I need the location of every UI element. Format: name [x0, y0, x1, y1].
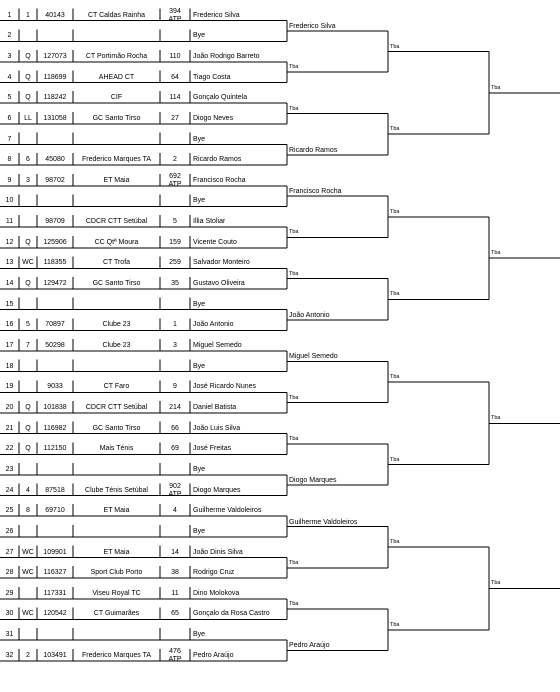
license-number: 9033 [47, 383, 63, 391]
ranking: 214 [169, 403, 181, 411]
ranking: 394 ATP [168, 7, 182, 23]
draw-position: 17 [5, 342, 14, 349]
draw-position: 5 [7, 94, 12, 102]
player-name: Gonçalo Quintela [193, 94, 248, 102]
round2-slot: Pedro Araújo [289, 642, 330, 650]
player-name: João Luis Silva [193, 424, 241, 432]
draw-position: 12 [5, 238, 14, 246]
ranking: 66 [171, 424, 179, 432]
seed-badge: Q [25, 52, 31, 60]
player-name: Gustavo Oliveira [193, 280, 245, 288]
player-name: Francisco Rocha [193, 176, 246, 184]
ranking: 2 [173, 156, 177, 164]
club-name: CT Caldas Rainha [87, 11, 146, 19]
club-name: Frederico Marques TA [82, 156, 151, 164]
ranking: 4 [173, 507, 177, 515]
player-name: Bye [193, 631, 206, 639]
round3-slot: Tba [390, 621, 400, 628]
license-number: 131058 [43, 114, 67, 122]
ranking: 27 [171, 114, 179, 122]
seed-badge: Q [25, 94, 31, 102]
ranking: 11 [171, 589, 179, 597]
seed-badge: Q [25, 403, 31, 411]
license-number: 120542 [43, 610, 67, 618]
club-name: ET Maia [103, 548, 130, 556]
draw-position: 24 [5, 486, 14, 494]
draw-position: 21 [5, 424, 14, 432]
license-number: 40143 [45, 11, 65, 19]
club-name: CT Portimão Rocha [85, 52, 148, 60]
seed-badge: Q [25, 445, 31, 453]
player-name: Bye [193, 135, 206, 143]
round2-slot: Diogo Marques [289, 477, 337, 485]
round2-slot: Tba [289, 64, 299, 71]
draw-position: 27 [5, 548, 14, 556]
draw-position: 15 [5, 300, 14, 308]
ranking: 69 [171, 445, 179, 453]
seed-badge: 1 [26, 11, 30, 19]
draw-position: 19 [5, 383, 14, 391]
club-name: CT Guimarães [93, 610, 140, 618]
player-name: Bye [193, 300, 206, 308]
club-name: Clube 23 [102, 321, 131, 329]
round4-slot: Tba [491, 415, 501, 422]
player-name: Dino Molokova [193, 589, 240, 597]
draw-position: 18 [5, 362, 14, 370]
draw-position: 20 [5, 403, 14, 411]
club-name: Sport Club Porto [90, 569, 143, 577]
ranking: 692 ATP [168, 172, 182, 188]
round2-slot: Tba [289, 229, 299, 236]
draw-position: 9 [7, 176, 12, 184]
round2-slot: Francisco Rocha [289, 188, 342, 196]
ranking: 14 [171, 548, 179, 556]
round2-slot: João Antonio [289, 312, 330, 320]
player-name: Salvador Monteiro [193, 259, 250, 267]
license-number: 117331 [43, 589, 67, 597]
ranking: 902 ATP [168, 482, 182, 498]
ranking: 1 [173, 321, 177, 329]
round3-slot: Tba [390, 208, 400, 215]
ranking: 5 [173, 218, 177, 226]
draw-position: 7 [7, 135, 12, 143]
club-name: ET Maia [103, 507, 130, 515]
license-number: 116982 [43, 424, 67, 432]
seed-badge: 6 [26, 156, 30, 164]
license-number: 69710 [45, 507, 65, 515]
draw-position: 3 [7, 52, 12, 60]
draw-position: 31 [5, 631, 14, 639]
club-name: GC Santo Tirso [92, 424, 141, 432]
player-name: Bye [193, 32, 206, 40]
draw-position: 30 [5, 610, 14, 618]
ranking: 65 [171, 610, 179, 618]
player-name: José Freitas [193, 445, 232, 453]
player-name: Pedro Araújo [193, 651, 234, 659]
club-name: ET Maia [103, 176, 130, 184]
club-name: GC Santo Tirso [92, 114, 141, 122]
ranking: 64 [171, 73, 179, 81]
draw-position: 14 [5, 280, 14, 288]
ranking: 110 [169, 52, 181, 60]
license-number: 109901 [43, 548, 67, 556]
license-number: 129472 [43, 280, 67, 288]
draw-position: 1 [7, 11, 12, 19]
round2-slot: Tba [289, 105, 299, 112]
round4-slot: Tba [491, 250, 501, 257]
round3-slot: Tba [390, 43, 400, 50]
club-name: CIF [110, 94, 123, 102]
seed-badge: WC [22, 259, 34, 267]
club-name: CT Trofa [102, 259, 131, 267]
license-number: 98702 [45, 176, 65, 184]
draw-position: 26 [5, 527, 14, 535]
player-name: João Rodrigo Barreto [193, 52, 260, 60]
round2-slot: Miguel Semedo [289, 353, 338, 361]
draw-position: 16 [5, 321, 14, 329]
player-name: Daniel Batista [193, 403, 237, 411]
club-name: AHEAD CT [98, 73, 135, 81]
club-name: CDCR CTT Setúbal [85, 403, 148, 411]
player-name: Rodrigo Cruz [193, 569, 235, 577]
player-name: Bye [193, 362, 206, 370]
player-name: Gonçalo da Rosa Castro [193, 610, 270, 618]
ranking: 38 [171, 569, 179, 577]
club-name: Viseu Royal TC [92, 589, 141, 597]
player-name: Bye [193, 465, 206, 473]
draw-position: 23 [5, 465, 14, 473]
club-name: CC Qtª Moura [94, 238, 139, 246]
license-number: 116327 [43, 569, 67, 577]
player-name: Bye [193, 527, 206, 535]
seed-badge: 3 [26, 176, 30, 184]
round2-slot: Frederico Silva [289, 22, 336, 30]
player-name: Diogo Marques [193, 486, 241, 494]
license-number: 127073 [43, 52, 67, 60]
player-name: Vicente Couto [193, 238, 237, 246]
ranking: 259 [169, 259, 181, 267]
club-name: GC Santo Tirso [92, 280, 141, 288]
player-name: Ricardo Ramos [193, 156, 242, 164]
draw-position: 6 [7, 114, 12, 122]
ranking: 159 [169, 238, 181, 246]
license-number: 103491 [43, 651, 67, 659]
round2-slot: Tba [289, 601, 299, 608]
license-number: 87518 [45, 486, 65, 494]
player-name: Diogo Neves [193, 114, 234, 122]
round2-slot: Guilherme Valdoleiros [289, 518, 358, 526]
seed-badge: 2 [26, 651, 30, 659]
ranking: 476 ATP [168, 647, 182, 663]
club-name: CDCR CTT Setúbal [85, 218, 148, 226]
license-number: 112150 [43, 445, 67, 453]
license-number: 45080 [45, 156, 65, 164]
club-name: Frederico Marques TA [82, 651, 151, 659]
round3-slot: Tba [390, 291, 400, 298]
ranking: 3 [173, 342, 177, 349]
round4-slot: Tba [491, 580, 501, 587]
club-name: Clube 23 [102, 342, 131, 349]
seed-badge: Q [25, 238, 31, 246]
player-name: Illia Stoliar [193, 218, 226, 226]
seed-badge: 5 [26, 321, 30, 329]
draw-position: 22 [5, 445, 14, 453]
draw-position: 4 [7, 73, 12, 81]
draw-position: 29 [5, 589, 14, 597]
ranking: 114 [169, 94, 181, 102]
draw-position: 8 [7, 156, 12, 164]
seed-badge: 8 [26, 507, 30, 515]
draw-position: 2 [7, 32, 12, 40]
draw-position: 13 [5, 259, 14, 267]
round2-slot: Ricardo Ramos [289, 146, 338, 154]
seed-badge: Q [25, 73, 31, 81]
round3-slot: Tba [390, 126, 400, 133]
seed-badge: Q [25, 424, 31, 432]
club-name: Mais Ténis [99, 445, 134, 453]
draw-position: 11 [5, 218, 14, 226]
round2-slot: Tba [289, 270, 299, 277]
license-number: 125906 [43, 238, 67, 246]
club-name: Clube Ténis Setúbal [85, 486, 148, 494]
license-number: 98709 [45, 218, 65, 226]
license-number: 118699 [43, 73, 67, 81]
seed-badge: Q [25, 280, 31, 288]
license-number: 101838 [43, 403, 67, 411]
round3-slot: Tba [390, 456, 400, 463]
draw-position: 28 [5, 569, 14, 577]
seed-badge: 4 [26, 486, 30, 494]
seed-badge: 7 [26, 342, 30, 349]
player-name: Guilherme Valdoleiros [193, 507, 262, 515]
draw-position: 25 [5, 507, 14, 515]
player-name: Frederico Silva [193, 11, 240, 19]
draw-position: 10 [5, 197, 14, 205]
player-name: Tiago Costa [193, 73, 231, 81]
round2-slot: Tba [289, 435, 299, 442]
license-number: 118355 [43, 259, 67, 267]
ranking: 9 [173, 383, 177, 391]
license-number: 50298 [45, 342, 65, 349]
seed-badge: WC [22, 548, 34, 556]
license-number: 70897 [45, 321, 65, 329]
player-name: João Antonio [193, 321, 234, 329]
seed-badge: WC [22, 610, 34, 618]
round2-slot: Tba [289, 394, 299, 401]
round2-slot: Tba [289, 559, 299, 566]
club-name: CT Faro [103, 383, 130, 391]
seed-badge: LL [24, 114, 32, 122]
player-name: João Dinis Silva [193, 548, 243, 556]
draw-position: 32 [5, 651, 14, 659]
player-name: José Ricardo Nunes [193, 383, 257, 391]
player-name: Miguel Semedo [193, 342, 242, 349]
round3-slot: Tba [390, 373, 400, 380]
round4-slot: Tba [491, 84, 501, 91]
player-name: Bye [193, 197, 206, 205]
license-number: 118242 [43, 94, 67, 102]
seed-badge: WC [22, 569, 34, 577]
round3-slot: Tba [390, 539, 400, 546]
ranking: 35 [171, 280, 179, 288]
